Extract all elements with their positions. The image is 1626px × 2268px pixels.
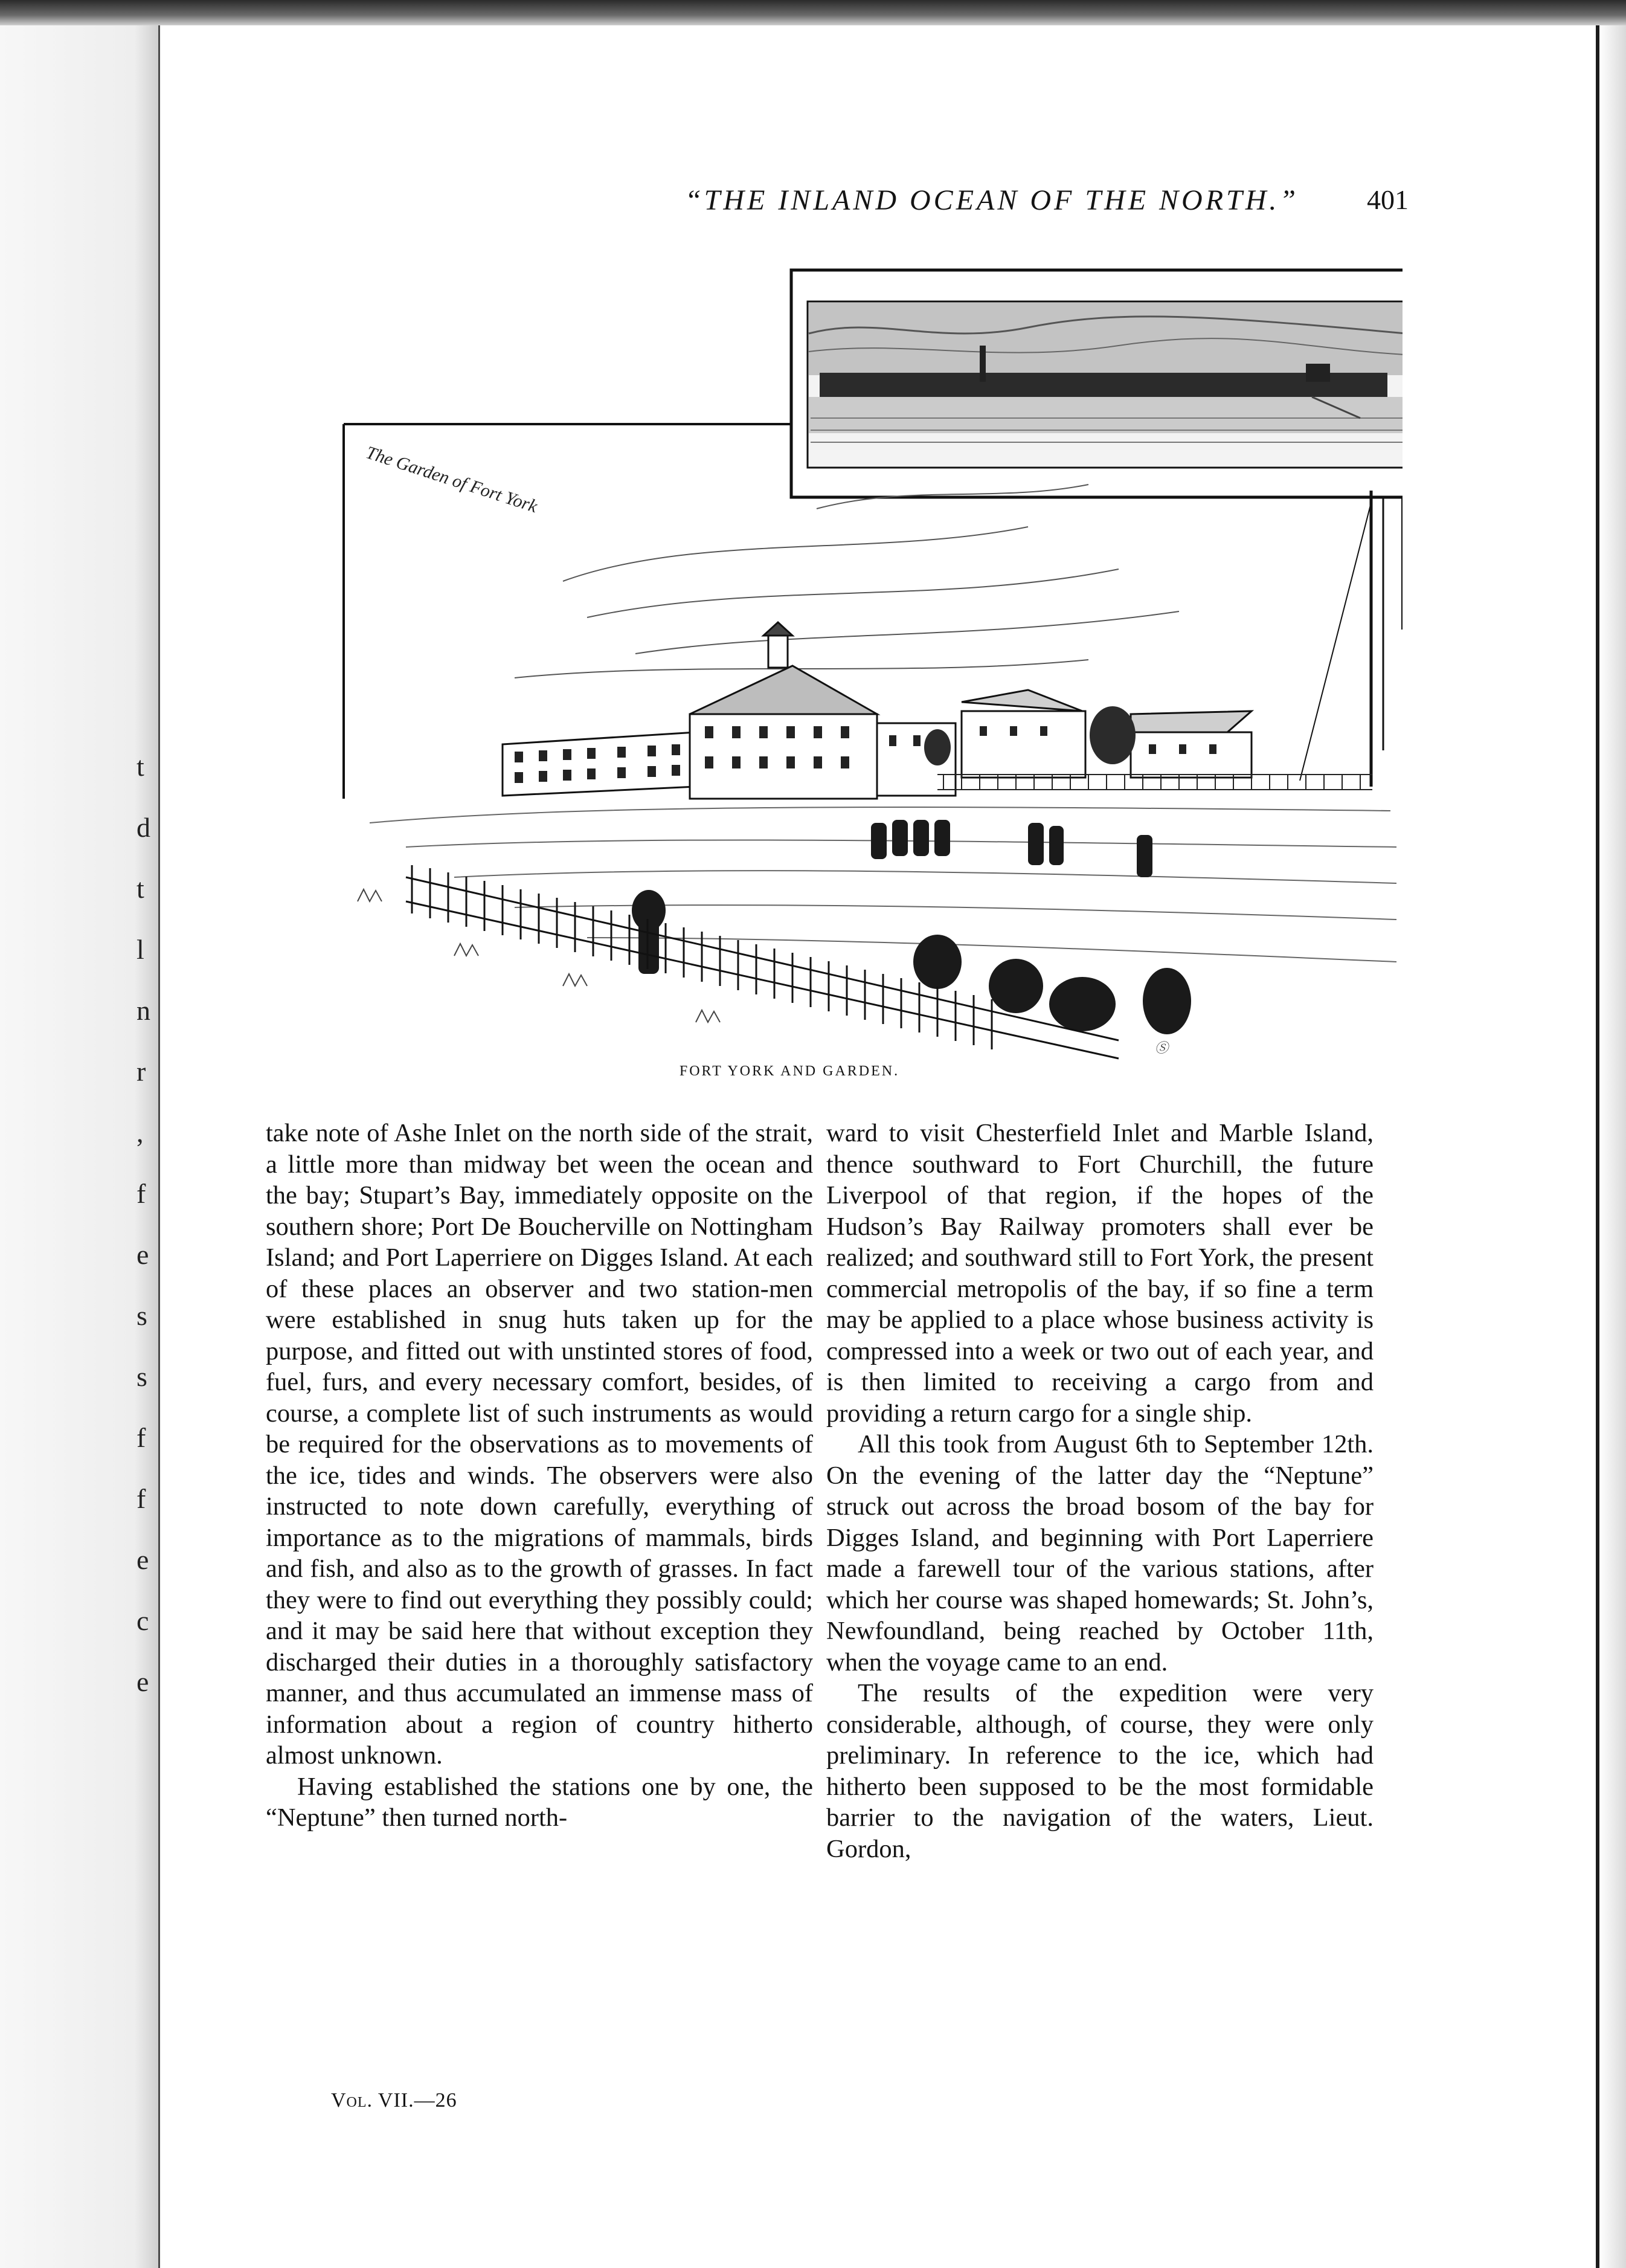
facing-page-glyph: l bbox=[137, 934, 144, 965]
signature-mark: Vol. VII.—26 bbox=[331, 2089, 457, 2112]
right-paragraph-1: ward to visit Chesterfield Inlet and Marble Island, thence southward to Fort Churchill, the future Liverpool of that region, if the hopes of the Hudson’s Bay Railway promoters shall ever be realized; and southward still to Fort York, the present commercial metropolis of the bay, if so fine a term may be applied to a place whose business activity is compressed into a week or two out of each year, and is then limited to receiving a cargo from and providing a return cargo for a single ship. bbox=[826, 1119, 1374, 1428]
illustration-caption: FORT YORK AND GARDEN. bbox=[679, 1063, 900, 1079]
facing-page-glyph: r bbox=[137, 1056, 146, 1087]
book-page bbox=[158, 25, 1599, 2268]
scan-top-edge bbox=[0, 0, 1626, 25]
facing-page-glyph: e bbox=[137, 1666, 149, 1697]
garden-figures bbox=[632, 820, 1191, 1034]
left-column bbox=[266, 1118, 813, 1834]
facing-page-glyph: f bbox=[137, 1422, 146, 1453]
facing-page-glyph: s bbox=[137, 1361, 147, 1392]
sky-hatching bbox=[515, 485, 1179, 678]
running-head: “THE INLAND OCEAN OF THE NORTH.” bbox=[684, 184, 1299, 216]
facing-page-glyph: d bbox=[137, 812, 150, 843]
page-number: 401 bbox=[1367, 184, 1409, 215]
facing-page-glyph: s bbox=[137, 1300, 147, 1331]
right-paragraph-3: The results of the expedition were very considerable, although, of course, they were only preliminary. In reference to the ice, which had hitherto been supposed to be the most formidable barrier to the navigation of the waters, Lieut. Gordon, bbox=[826, 1679, 1374, 1863]
right-paragraph-2: All this took from August 6th to September 12th. On the evening of the latter day the “Neptune” struck out across the broad bosom of the bay for Digges Island, and beginning with Port Laperriere made a farewell tour of the various stations, after which her course was shaped homewards; St. John’s, Newfoundland, being reached by October 11th, when the voyage came to an end. bbox=[826, 1430, 1374, 1677]
facing-page-glyph: e bbox=[137, 1239, 149, 1270]
flagpole bbox=[1300, 491, 1383, 787]
artist-signature: Ⓢ bbox=[1155, 1040, 1169, 1055]
fort-main-building bbox=[503, 622, 1252, 799]
inset-panorama bbox=[791, 270, 1403, 497]
facing-page-glyph: t bbox=[137, 873, 144, 904]
scan-right-edge bbox=[1596, 25, 1626, 2268]
facing-page-glyph: e bbox=[137, 1544, 149, 1575]
facing-page-glyph: f bbox=[137, 1483, 146, 1514]
fort-york-engraving bbox=[333, 243, 1403, 1071]
garden-inscription: The Garden of Fort York bbox=[363, 442, 540, 517]
facing-page-glyph: c bbox=[137, 1605, 149, 1636]
left-paragraph-2: Having established the stations one by one, the “Neptune” then turned north- bbox=[266, 1772, 813, 1832]
engraving-svg bbox=[333, 243, 1403, 1071]
facing-page-glyph: f bbox=[137, 1178, 146, 1209]
facing-page-glyph: , bbox=[137, 1117, 144, 1148]
facing-page-glyph: t bbox=[137, 751, 144, 782]
left-paragraph-1: take note of Ashe Inlet on the north side of the strait, a little more than midway bet ween the ocean and the bay; Stupart’s Bay, immediately opposite on the southern shore; Port De Boucherville on Nottingham Island; and Port Laperriere on Digges Island. At each of these places an observer and two station-men were established in snug huts taken up for the purpose, and fitted out with unstinted stores of food, fuel, furs, and every necessary comfort, besides, of course, a complete list of such instruments as would be required for the observations as to movements of the ice, tides and winds. The observers were also instructed to note down carefully, everything of importance as to the migrations of mammals, birds and fish, and also as to the growth of grasses. In fact they were to find out everything they possibly could; and it may be said here that without exception they discharged their duties in a thoroughly satisfactory manner, and thus accumulated an immense mass of information about a region of country hitherto almost unknown. bbox=[266, 1119, 813, 1770]
facing-page-glyph: n bbox=[137, 995, 150, 1026]
right-column bbox=[826, 1118, 1374, 1864]
facing-page-margin bbox=[0, 25, 160, 2268]
